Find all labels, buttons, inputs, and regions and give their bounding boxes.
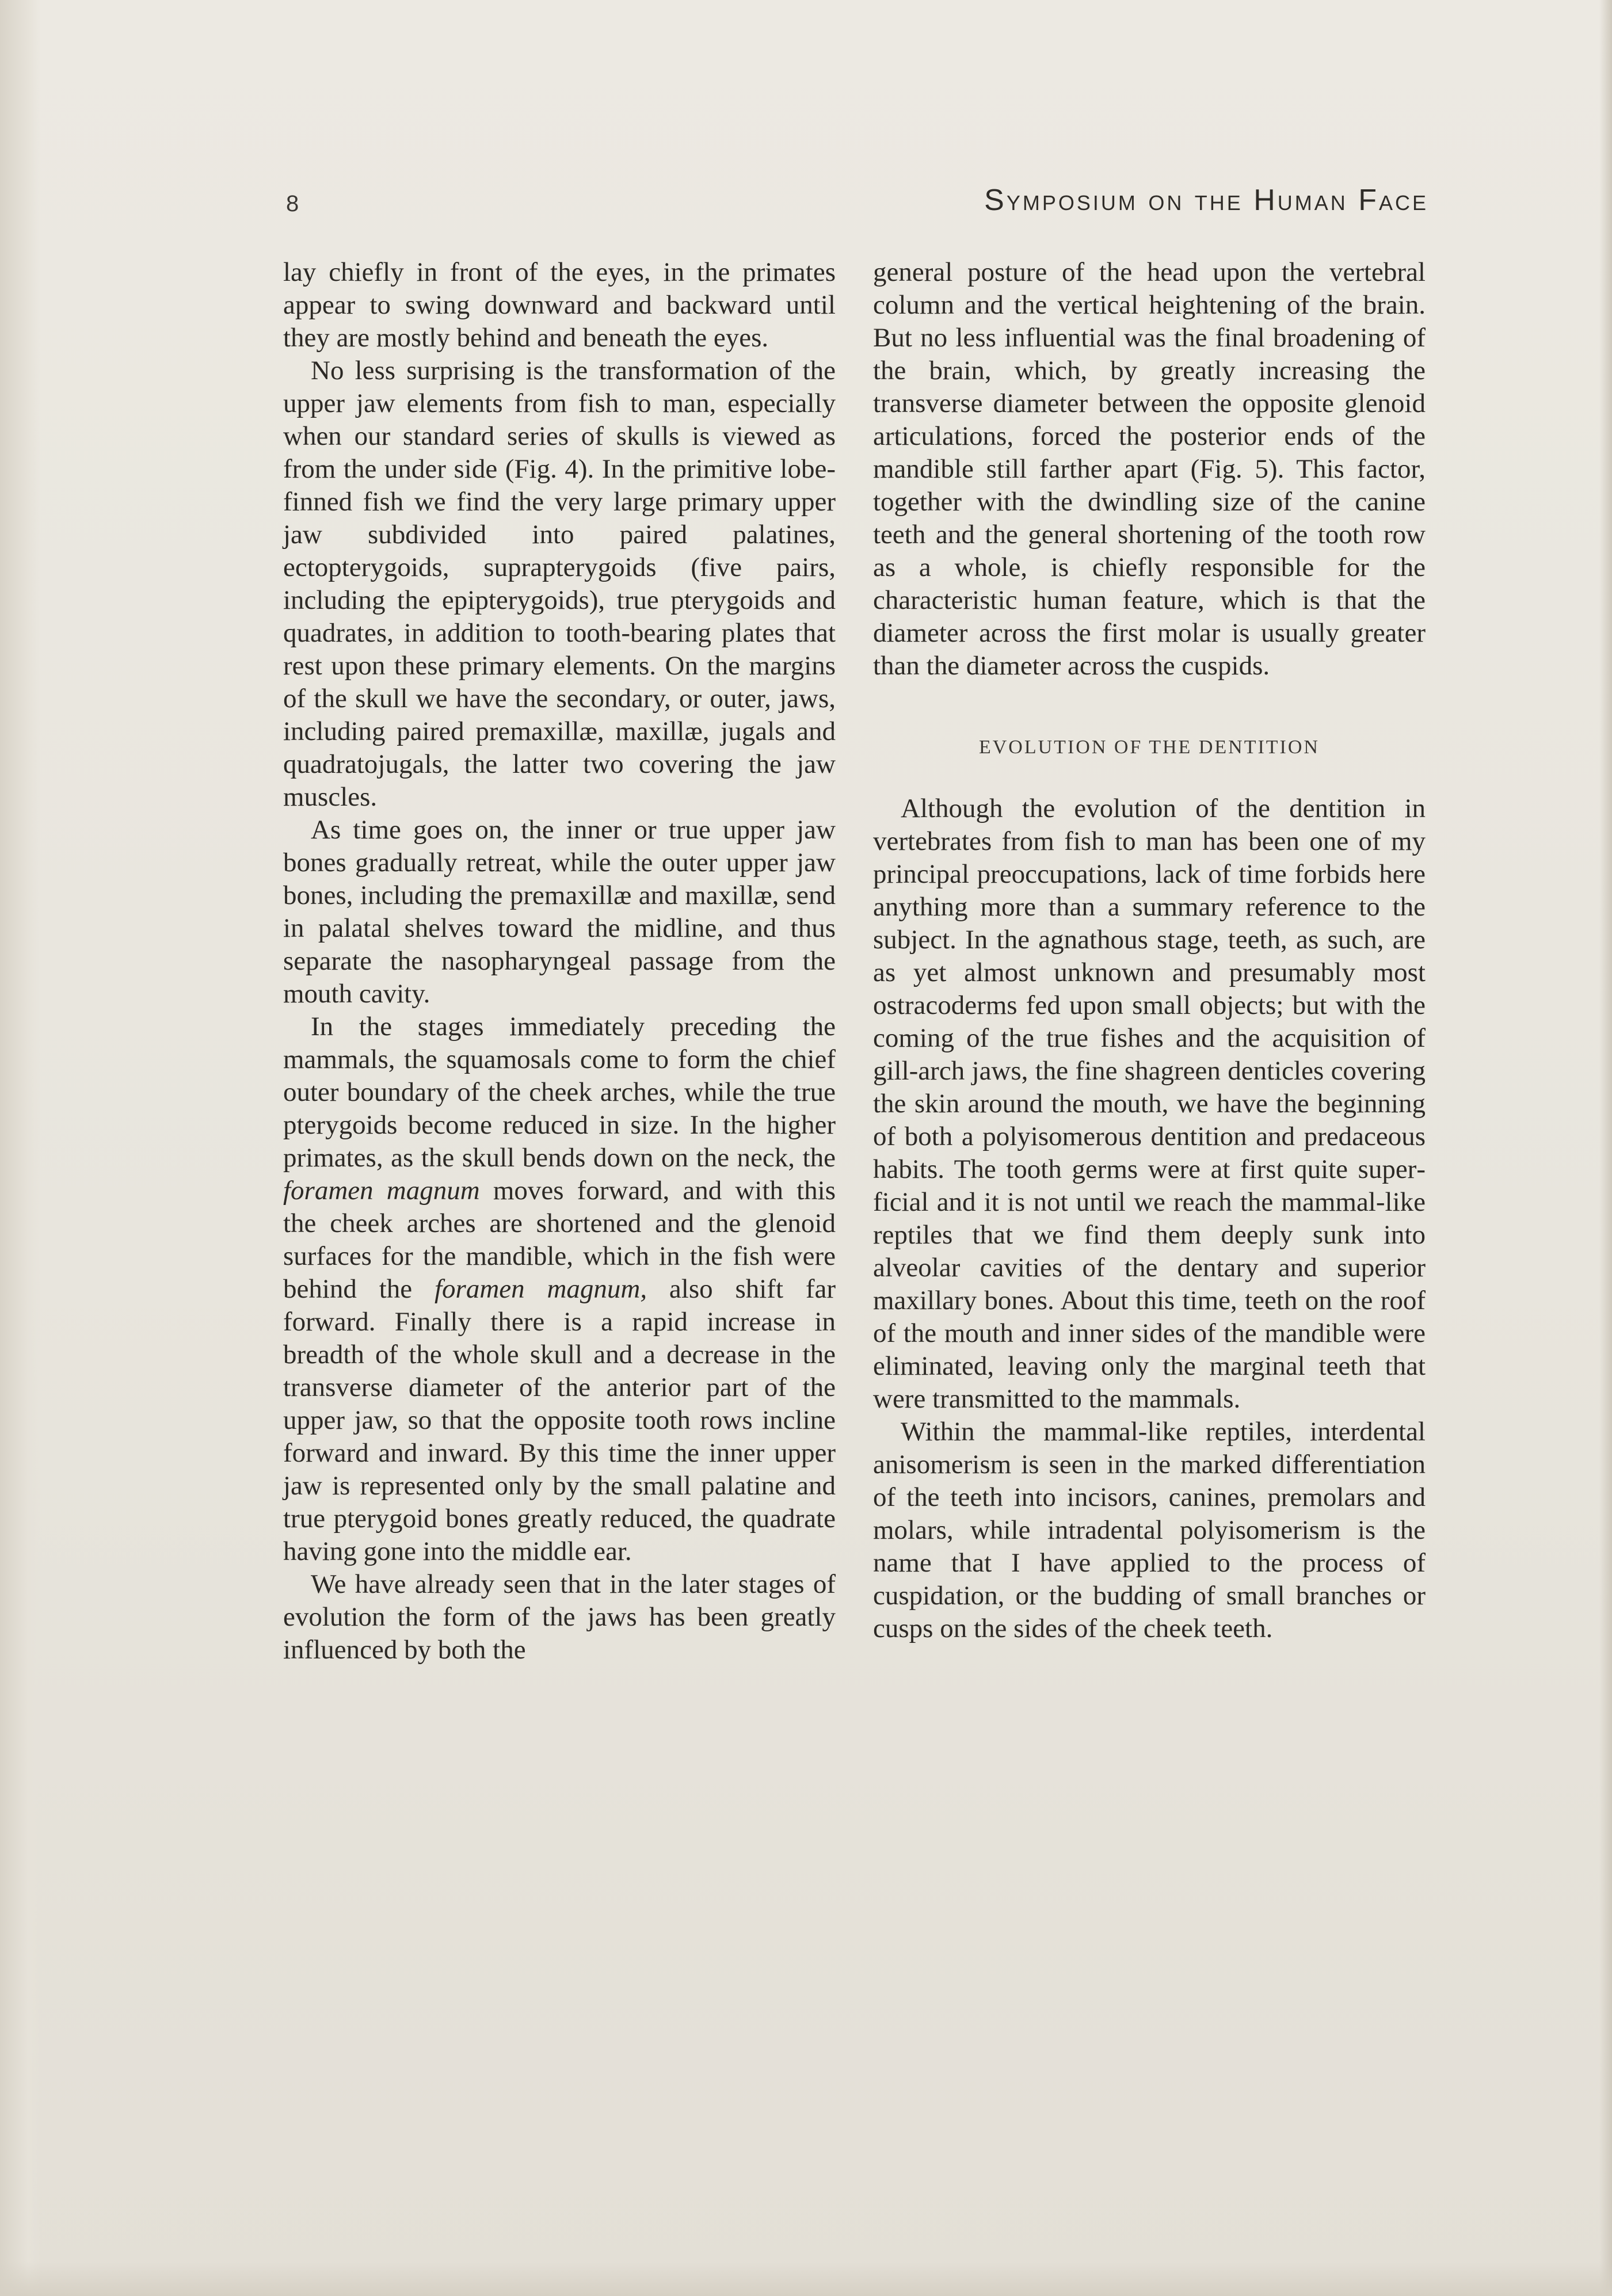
page-number: 8 <box>286 191 299 216</box>
running-head <box>286 183 1428 223</box>
binding-edge <box>0 0 40 2296</box>
italic-term: foramen magnum, <box>434 1274 647 1304</box>
section-heading: EVOLUTION OF THE DENTITION <box>978 737 1320 758</box>
paragraph-text: also shift far forward. Finally there is a rapid increase in breadth of the whole skull and a decrease in the transverse diameter of the anterior part of the upper jaw, so that the opposite tooth rows incline forward and inward. By this time the inner upper jaw is represented only by the small palatine and true pterygoid bones greatly reduced, the quadrate having gone into the middle ear. <box>283 1274 836 1566</box>
running-title: Symposium on the Human Face <box>984 184 1428 217</box>
paragraph-text: moves forward, and with this the cheek arches are shortened and the glenoid surfaces for the mandible, which in the fish were behind the <box>283 1176 836 1304</box>
page-edge-right <box>1599 0 1612 2296</box>
left-column <box>283 256 836 1666</box>
right-column <box>873 256 1426 1645</box>
paragraph: Although the evolution of the dentition in vertebrates from fish to man has been one of my principal preoccupations, lack of time forbids here anything more than a summary reference to the subject. In the agnathous stage, teeth, as such, are as yet almost unknown and presumably most ostracoderms fed upon small objects; but with the coming of the true fishes and the acquisition of gill-arch jaws, the fine shagreen denticles covering the skin around the mouth, we have the beginning of both a polyisomerous dentition and predaceous habits. The tooth germs were at first quite superficial and it is not until we reach the mammal-like reptiles that we find them deeply sunk into alveolar cavities of the dentary and superior maxillary bones. About this time, teeth on the roof of the mouth and inner sides of the mandible were eliminated, leaving only the marginal teeth that were transmitted to the mammals. <box>873 794 1426 1414</box>
italic-term: foramen magnum <box>283 1176 480 1206</box>
paragraph <box>283 1010 836 1568</box>
paragraph: As time goes on, the inner or true upper jaw bones gradually retreat, while the outer upper jaw bones, including the premaxillæ and maxillæ, send in palatal shelves toward the midline, and thus separate the nasopharyngeal passage from the mouth cavity. <box>283 815 836 1009</box>
paragraph: Within the mammal-like reptiles, interdental anisomerism is seen in the marked differentiation of the teeth into incisors, canines, premolars and molars, while intradental polyisomerism is the name that I have applied to the process of cuspidation, or the budding of small branches or cusps on the sides of the cheek teeth. <box>873 1417 1426 1643</box>
paragraph: No less surprising is the transformation of the upper jaw elements from fish to man, especially when our standard series of skulls is viewed as from the under side (Fig. 4). In the primitive lobe-finned fish we find the very large primary upper jaw subdivided into paired palatines, ectopterygoids, suprapterygoids (five pairs, including the epipterygoids), true pterygoids and quadrates, in addition to tooth-bearing plates that rest upon these primary elements. On the margins of the skull we have the secondary, or outer, jaws, including paired premaxillæ, maxillæ, jugals and quadratojugals, the latter two covering the jaw muscles. <box>283 356 836 812</box>
page-edge-bottom <box>0 2261 1612 2296</box>
paragraph-text: In the stages immediately preceding the mammals, the squamosals come to form the chief outer boundary of the cheek arches, while the true pterygoids become reduced in size. In the higher primates, as the skull bends down on the neck, the <box>283 1012 836 1173</box>
paragraph: lay chiefly in front of the eyes, in the primates appear to swing downward and backward until they are mostly behind and beneath the eyes. <box>283 257 836 353</box>
paragraph: We have already seen that in the later stages of evolution the form of the jaws has been greatly influenced by both the <box>283 1569 836 1665</box>
paragraph: general posture of the head upon the vertebral column and the vertical heightening of the brain. But no less influential was the final broadening of the brain, which, by greatly increasing the transverse diameter between the opposite glenoid articulations, forced the posterior ends of the mandible still farther apart (Fig. 5). This factor, together with the dwindling size of the canine teeth and the general shortening of the tooth row as a whole, is chiefly responsible for the characteristic human feature, which is that the diameter across the first molar is usually greater than the diameter across the cuspids. <box>873 257 1426 681</box>
